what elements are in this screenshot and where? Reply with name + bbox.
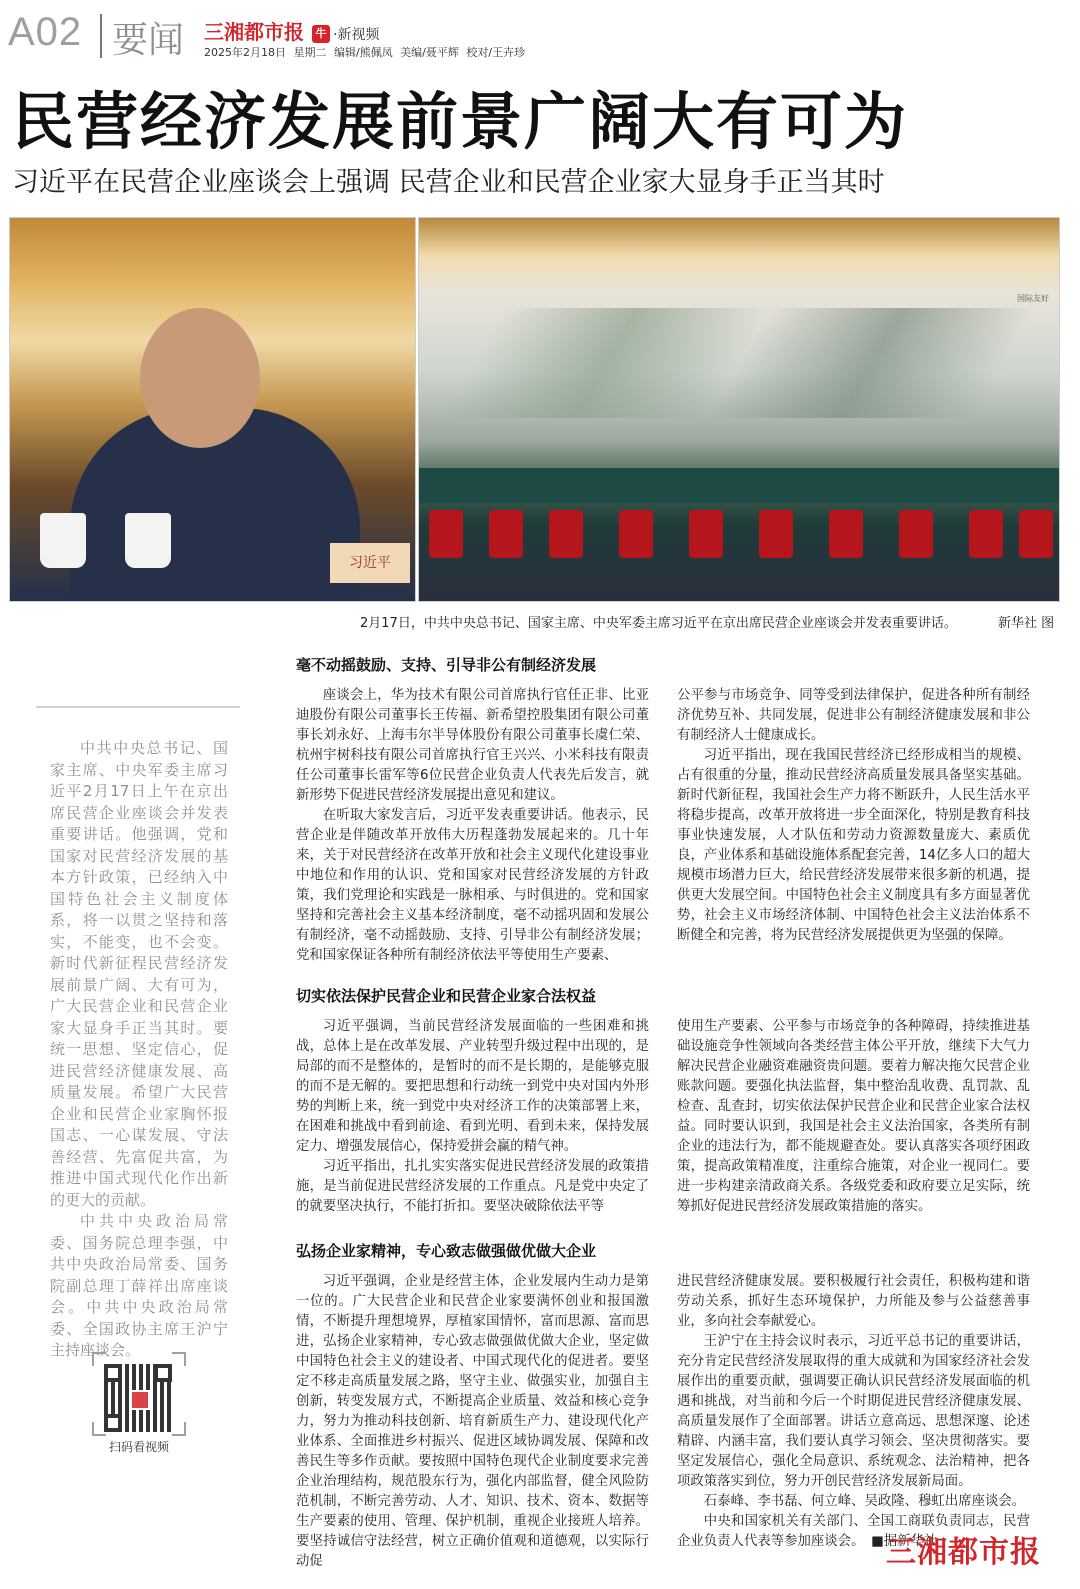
qr-logo-icon: [130, 1390, 150, 1410]
chair-icon: [429, 510, 463, 558]
chair-icon: [759, 510, 793, 558]
article-column: [677, 686, 1030, 946]
chair-icon: [619, 510, 653, 558]
landscape-painting: [439, 308, 1039, 418]
qr-label: 扫码看视频: [108, 1440, 169, 1454]
qr-frame-corner: [172, 1352, 186, 1366]
section-heading: 毫不动摇鼓励、支持、引导非公有制经济发展: [296, 656, 597, 674]
new-video-badge-icon: 牛: [312, 25, 330, 43]
section-heading: 弘扬企业家精神，专心致志做强做优做大企业: [296, 1242, 597, 1260]
chair-icon: [489, 510, 523, 558]
article-paragraph: 习近平强调，当前民营经济发展面临的一些困难和挑战，总体上是在改革发展、产业转型升级过程中出现的，是局部的而不是整体的，是暂时的而不是长期的，是能够克服的而不是无解的。要把思想和行动统一到党中央对国内外形势的判断上来，统一到党中央对经济工作的决策部署上来，在困难和挑战中看到前途、看到光明、看到未来，保持发展定力、增强发展信心，保持爱拼会赢的精气神。: [296, 1019, 649, 1154]
section-title: 要闻: [112, 20, 185, 61]
nameplate: 习近平: [330, 543, 410, 583]
issue-meta: 2025年2月18日 星期二 编辑/熊佩凤 美编/聂平辉 校对/王卉珍: [204, 46, 526, 59]
chair-icon: [969, 510, 1003, 558]
meeting-hall-photo: [418, 217, 1060, 602]
chair-icon: [1019, 510, 1053, 558]
qr-finder: [104, 1414, 122, 1432]
paper-name: 三湘都市报: [204, 20, 304, 44]
qr-finder: [154, 1364, 172, 1382]
lead-summary: [50, 738, 228, 1362]
painting-stamp: 国际友好: [1017, 294, 1049, 303]
article-column: [677, 1017, 1030, 1217]
page-number: A02: [8, 10, 83, 54]
article-paragraph: 公平参与市场竞争、同等受到法律保护，促进各种所有制经济优势互补、共同发展，促进非公有制经济健康发展和非公有制经济人士健康成长。: [677, 688, 1030, 743]
article-paragraph: 习近平强调，企业是经营主体，企业发展内生动力是第一位的。广大民营企业和民营企业家要满怀创业和报国激情，不断提升理想境界，厚植家国情怀，富而思源、富而思进，弘扬企业家精神，专心致志做强做优做大企业，坚定做中国特色社会主义的建设者、中国式现代化的促进者。要坚定不移走高质量发展之路，坚守主业、做强实业，加强自主创新，转变发展方式，不断提高企业质量、效益和核心竞争力，努力为推动科技创新、培育新质生产力、建设现代化产业体系、全面推进乡村振兴、促进区域协调发展、保障和改善民生等多作贡献。要按照中国特色现代企业制度要求完善企业治理结构，规范股东行为，强化内部监督，健全风险防范机制，不断完善劳动、人才、知识、技术、资本、数据等生产要素的使用、管理、保护机制，重视企业接班人培养。要坚持诚信守法经营，树立正确价值观和道德观，以实际行动促: [296, 1274, 649, 1569]
chair-icon: [829, 510, 863, 558]
qr-code-block[interactable]: [92, 1352, 186, 1460]
article-column: [296, 1017, 649, 1217]
tea-cup-icon: [125, 513, 171, 568]
qr-finder: [104, 1364, 122, 1382]
footer-paper-logo: 三湘都市报: [886, 1535, 1041, 1570]
qr-code-icon[interactable]: [104, 1364, 172, 1432]
article-paragraph: 座谈会上，华为技术有限公司首席执行官任正非、比亚迪股份有限公司董事长王传福、新希望控股集团有限公司董事长刘永好、上海韦尔半导体股份有限公司董事长虞仁荣、杭州宇树科技有限公司首席执行官王兴兴、小米科技有限责任公司董事长雷军等6位民营企业负责人代表先后发言，就新形势下促进民营经济发展提出意见和建议。: [296, 688, 649, 803]
article-paragraph: 石泰峰、李书磊、何立峰、吴政隆、穆虹出席座谈会。: [703, 1494, 1026, 1509]
article-column: [677, 1272, 1030, 1552]
article-column: [296, 686, 649, 966]
chair-icon: [549, 510, 583, 558]
headline: 民营经济发展前景广阔大有可为: [12, 85, 909, 158]
chair-icon: [689, 510, 723, 558]
meeting-table: [419, 468, 1059, 503]
video-tag: ·新视频: [333, 27, 380, 43]
section-heading: 切实依法保护民营企业和民营企业家合法权益: [296, 987, 597, 1005]
article-column: [296, 1272, 649, 1572]
article-paragraph: 习近平指出，扎扎实实落实促进民营经济发展的政策措施，是当前促进民营经济发展的工作重点。凡是党中央定了的就要坚决执行，不能打折扣。要坚决破除依法平等: [296, 1159, 649, 1214]
sidebar-top-rule: [36, 706, 240, 708]
qr-frame-corner: [172, 1422, 186, 1436]
paper-logo: [204, 16, 379, 45]
article-paragraph: 在听取大家发言后，习近平发表重要讲话。他表示，民营企业是伴随改革开放伟大历程蓬勃发展起来的。几十年来，关于对民营经济在改革开放和社会主义现代化建设事业中地位和作用的认识、党和国家对民营经济发展的方针政策，我们党理论和实践是一脉相承、与时俱进的。党和国家坚持和完善社会主义基本经济制度，毫不动摇巩固和发展公有制经济，毫不动摇鼓励、支持、引导非公有制经济发展；党和国家保证各种所有制经济依法平等使用生产要素、: [296, 808, 649, 963]
article-paragraph: 使用生产要素、公平参与市场竞争的各种障碍，持续推进基础设施竞争性领域向各类经营主体公平开放，继续下大气力解决民营企业融资难融资贵问题。要着力解决拖欠民营企业账款问题。要强化执法监督，集中整治乱收费、乱罚款、乱检查、乱查封，切实依法保护民营企业和民营企业家合法权益。同时要认识到，我国是社会主义法治国家，各类所有制企业的违法行为，都不能规避查处。要认真落实各项纾困政策，提高政策精准度，注重综合施策，对企业一视同仁。要进一步构建亲清政商关系。各级党委和政府要立足实际，统筹抓好促进民营经济发展政策措施的落实。: [677, 1019, 1030, 1214]
summary-paragraph: 中共中央政治局常委、国务院总理李强，中共中央政治局常委、国务院副总理丁薛祥出席座谈会。中共中央政治局常委、全国政协主席王沪宁主持座谈会。: [50, 1212, 228, 1359]
tea-cup-icon: [40, 513, 86, 568]
article-paragraph: 中央和国家机关有关部门、全国工商联负责同志，民营企业负责人代表等参加座谈会。 ■据新华社: [677, 1514, 1030, 1549]
speaker-photo: [9, 217, 416, 602]
article-paragraph: 进民营经济健康发展。要积极履行社会责任，积极构建和谐劳动关系，抓好生态环境保护，力所能及参与公益慈善事业，多向社会奉献爱心。: [677, 1274, 1030, 1329]
masthead-divider: [100, 14, 102, 58]
article-paragraph: 王沪宁在主持会议时表示，习近平总书记的重要讲话，充分肯定民营经济发展取得的重大成就和为国家经济社会发展作出的重要贡献，强调要正确认识民营经济发展面临的机遇和挑战，对当前和今后一个时期促进民营经济健康发展、高质量发展作了全面部署。讲话立意高远、思想深邃、论述精辟、内涵丰富，我们要认真学习领会、坚决贯彻落实。要坚定发展信心，强化全局意识、系统观念、法治精神，把各项政策落实到位，努力开创民营经济发展新局面。: [677, 1334, 1030, 1489]
chair-icon: [899, 510, 933, 558]
summary-paragraph: 中共中央总书记、国家主席、中央军委主席习近平2月17日上午在京出席民营企业座谈会并发表重要讲话。他强调，党和国家对民营经济发展的基本方针政策，已经纳入中国特色社会主义制度体系，将一以贯之坚持和落实，不能变，也不会变。新时代新征程民营经济发展前景广阔、大有可为，广大民营企业和民营企业家大显身手正当其时。要统一思想、坚定信心，促进民营经济健康发展、高质量发展。希望广大民营企业和民营企业家胸怀报国志、一心谋发展、守法善经营、先富促共富，为推进中国式现代化作出新的更大的贡献。: [50, 739, 228, 1209]
photo-credit: 新华社 图: [998, 616, 1055, 631]
speaker-head: [140, 308, 260, 448]
article-paragraph: 习近平指出，现在我国民营经济已经形成相当的规模、占有很重的分量，推动民营经济高质量发展具备坚实基础。新时代新征程，我国社会生产力将不断跃升，人民生活水平将稳步提高，改革开放将进一步全面深化，特别是教育科技事业快速发展，人才队伍和劳动力资源数量庞大、素质优良，产业体系和基础设施体系配套完善，14亿多人口的超大规模市场潜力巨大，给民营经济发展带来很多新的机遇，提供更大发展空间。中国特色社会主义制度具有多方面显著优势，社会主义市场经济体制、中国特色社会主义法治体系不断健全和完善，将为民营经济发展提供更为坚强的保障。: [677, 748, 1030, 943]
subheadline: 习近平在民营企业座谈会上强调 民营企业和民营企业家大显身手正当其时: [12, 167, 885, 198]
photo-caption: 2月17日，中共中央总书记、国家主席、中央军委主席习近平在京出席民营企业座谈会并发表重要讲话。: [360, 616, 957, 631]
